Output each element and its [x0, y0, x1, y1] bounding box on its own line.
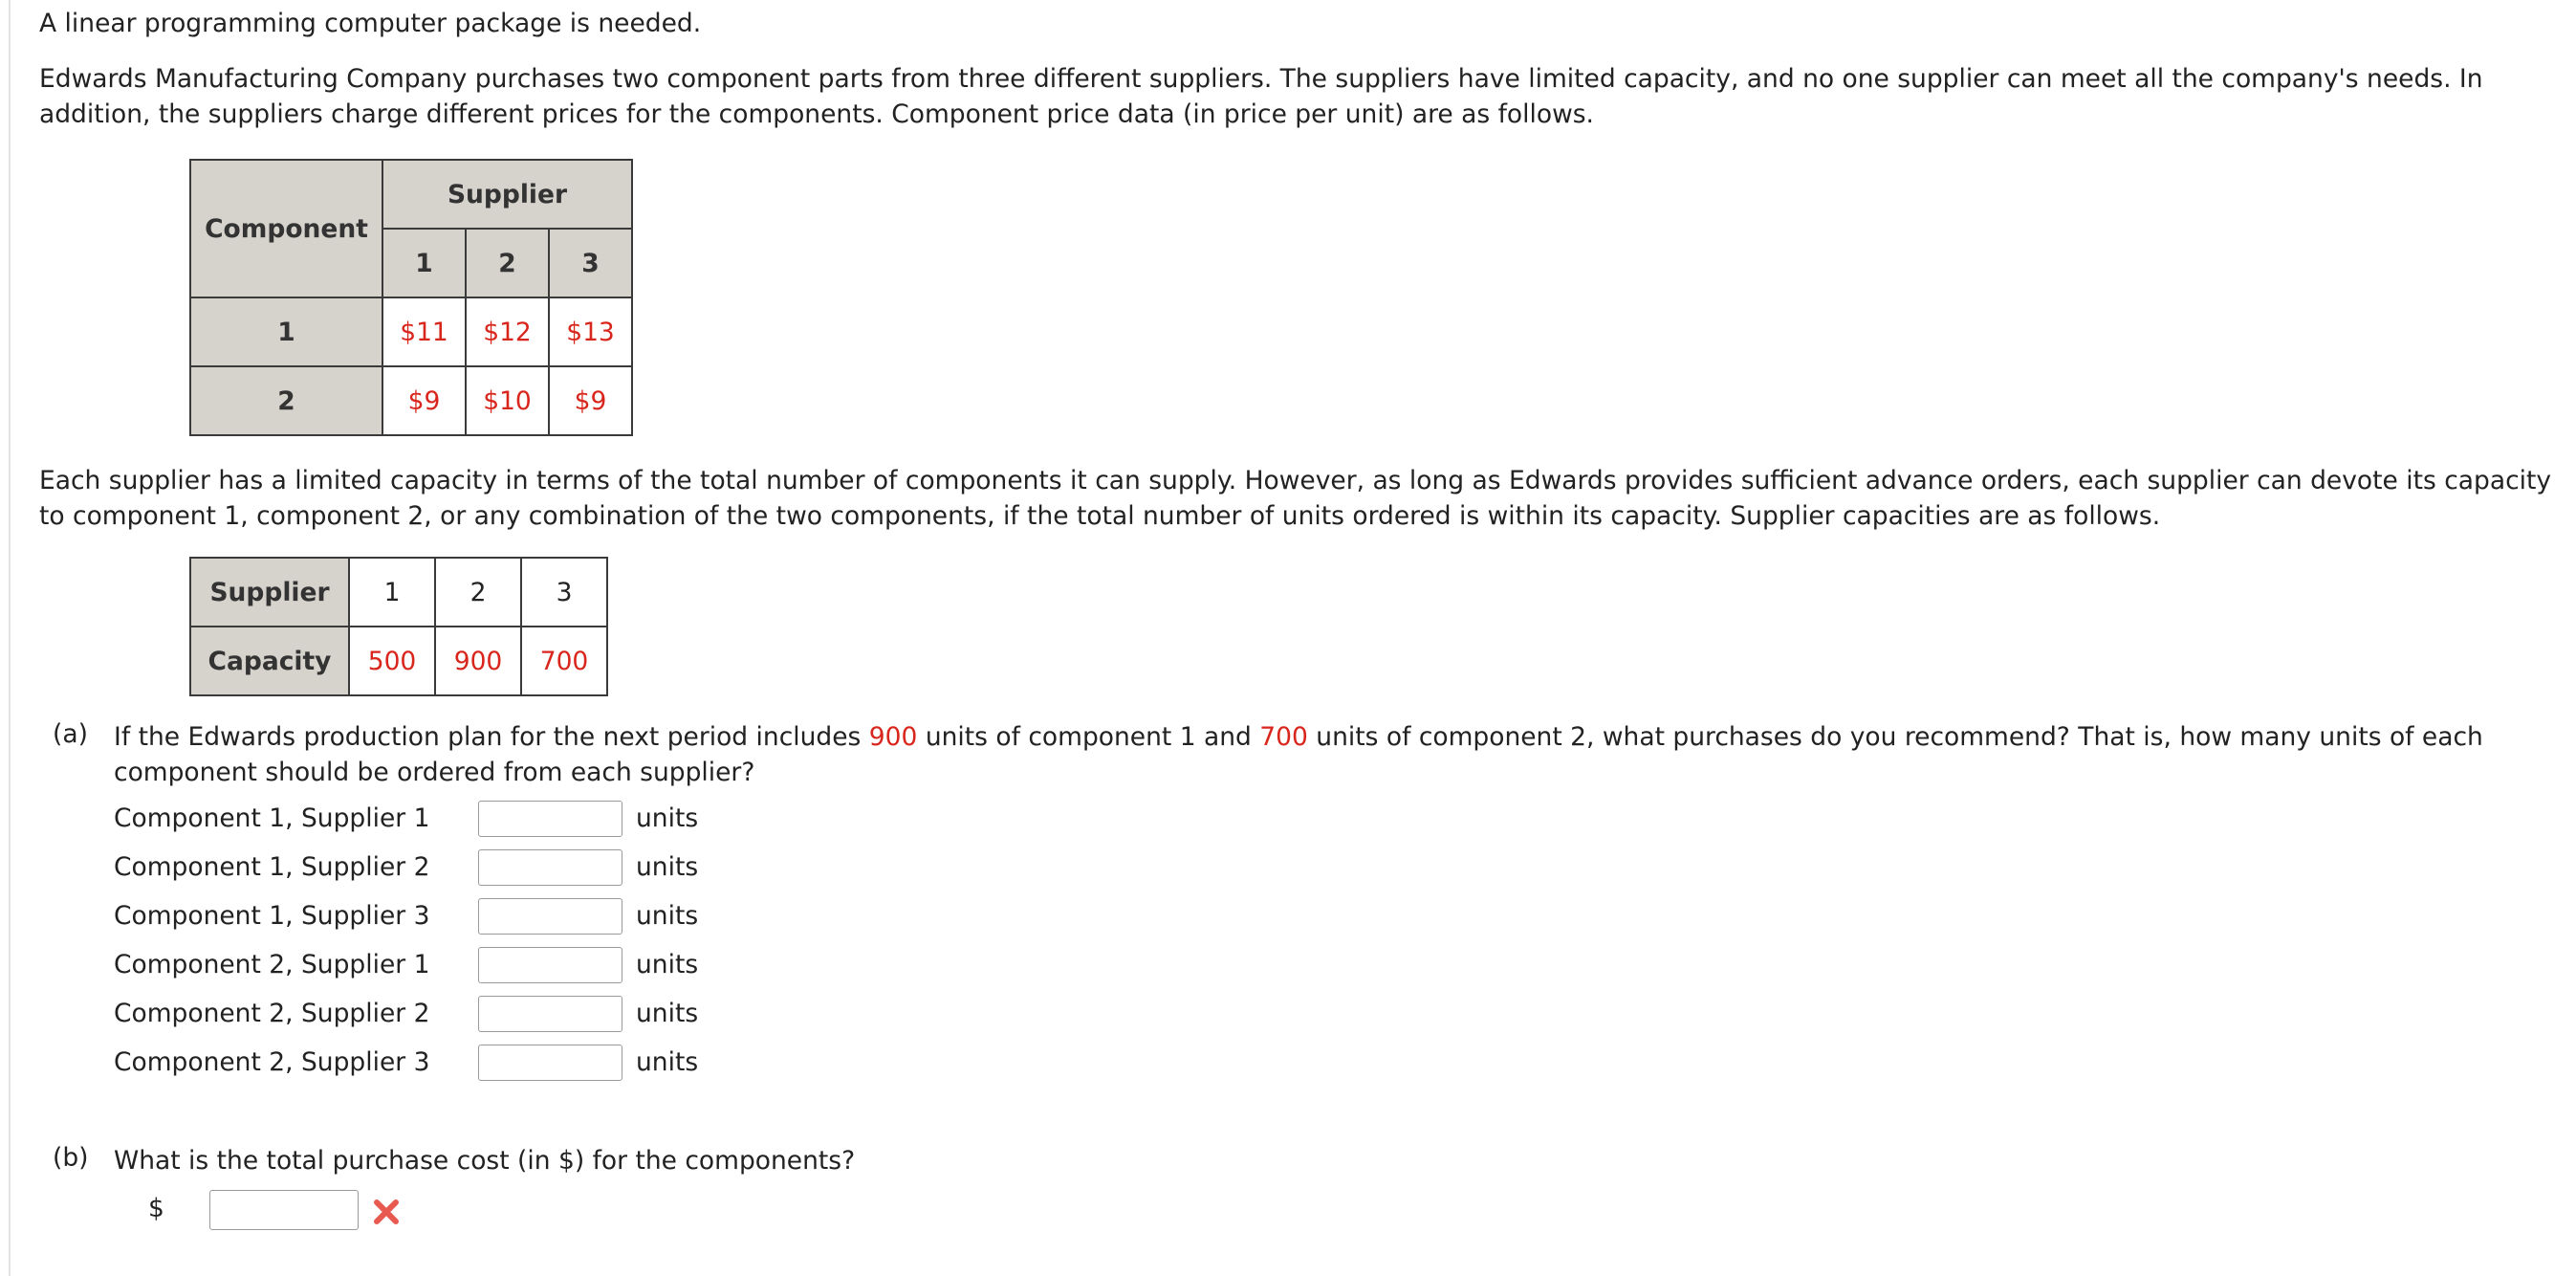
- answer-row-label: Component 1, Supplier 2: [114, 852, 430, 882]
- price-cell: $9: [382, 366, 466, 435]
- x-mark-icon: [370, 1196, 403, 1228]
- supplier-header: Supplier: [382, 160, 632, 229]
- price-cell: $13: [549, 297, 632, 366]
- component2-supplier2-input[interactable]: [478, 996, 622, 1032]
- capacity-row-header: Capacity: [190, 627, 349, 695]
- capacity-cell: 500: [349, 627, 435, 695]
- capacity-cell: 900: [435, 627, 521, 695]
- table-row: [190, 627, 607, 695]
- units-label: units: [636, 950, 699, 979]
- price-cell: $10: [466, 366, 549, 435]
- component1-units-value: 900: [868, 722, 918, 752]
- table-row: [190, 558, 607, 627]
- units-label: units: [636, 999, 699, 1028]
- price-cell: $11: [382, 297, 466, 366]
- component-row-header: 2: [190, 366, 382, 435]
- capacity-table: [189, 557, 608, 696]
- answer-row-label: Component 2, Supplier 2: [114, 999, 430, 1028]
- price-table: [189, 159, 633, 436]
- component1-supplier3-input[interactable]: [478, 898, 622, 935]
- component-header: Component: [190, 160, 382, 297]
- total-cost-input[interactable]: [209, 1190, 359, 1230]
- part-a-label: (a): [53, 719, 88, 749]
- component1-supplier1-input[interactable]: [478, 801, 622, 837]
- units-label: units: [636, 852, 699, 882]
- supplier-col-header: 2: [466, 229, 549, 297]
- units-label: units: [636, 901, 699, 931]
- supplier-col-header: 1: [382, 229, 466, 297]
- supplier-number-cell: 1: [349, 558, 435, 627]
- left-border-rule: [9, 0, 11, 1276]
- price-cell: $12: [466, 297, 549, 366]
- component2-supplier1-input[interactable]: [478, 947, 622, 983]
- answer-row-label: Component 1, Supplier 3: [114, 901, 430, 931]
- supplier-row-header: Supplier: [190, 558, 349, 627]
- problem-intro: Edwards Manufacturing Company purchases two component parts from three different suppliers. The suppliers have limited capacity, and no one supplier can meet all the company's needs. In addition, the suppliers charge different prices for the components. Component price data (in price per unit) are as follows.: [39, 64, 2483, 129]
- package-note: A linear programming computer package is needed.: [39, 9, 702, 38]
- answer-row-label: Component 2, Supplier 3: [114, 1047, 430, 1077]
- capacity-intro: Each supplier has a limited capacity in terms of the total number of components it can supply. However, as long as Edwards provides sufficient advance orders, each supplier can devote its capacity to component 1, component 2, or any combination of the two components, if the total number of units ordered is within its capacity. Supplier capacities are as follows.: [39, 466, 2552, 531]
- component-row-header: 1: [190, 297, 382, 366]
- part-a-text-middle: units of component 1 and: [917, 722, 1260, 752]
- supplier-number-cell: 3: [521, 558, 607, 627]
- part-b-text: What is the total purchase cost (in $) for the components?: [114, 1146, 856, 1176]
- component1-supplier2-input[interactable]: [478, 849, 622, 886]
- supplier-col-header: 3: [549, 229, 632, 297]
- capacity-cell: 700: [521, 627, 607, 695]
- table-row: [190, 297, 632, 366]
- units-label: units: [636, 1047, 699, 1077]
- component2-supplier3-input[interactable]: [478, 1045, 622, 1081]
- part-b-label: (b): [53, 1143, 89, 1173]
- price-cell: $9: [549, 366, 632, 435]
- component2-units-value: 700: [1259, 722, 1308, 752]
- supplier-number-cell: 2: [435, 558, 521, 627]
- part-a-text-before: If the Edwards production plan for the next period includes: [114, 722, 869, 752]
- part-a-text-after: units of component 2, what purchases do you recommend? That is, how many units of each component should be ordered from each supplier?: [114, 722, 2483, 787]
- units-label: units: [636, 803, 699, 833]
- table-row: [190, 366, 632, 435]
- currency-symbol: $: [148, 1194, 164, 1223]
- part-a-text: [114, 719, 2533, 790]
- answer-row-label: Component 1, Supplier 1: [114, 803, 430, 833]
- answer-row-label: Component 2, Supplier 1: [114, 950, 430, 979]
